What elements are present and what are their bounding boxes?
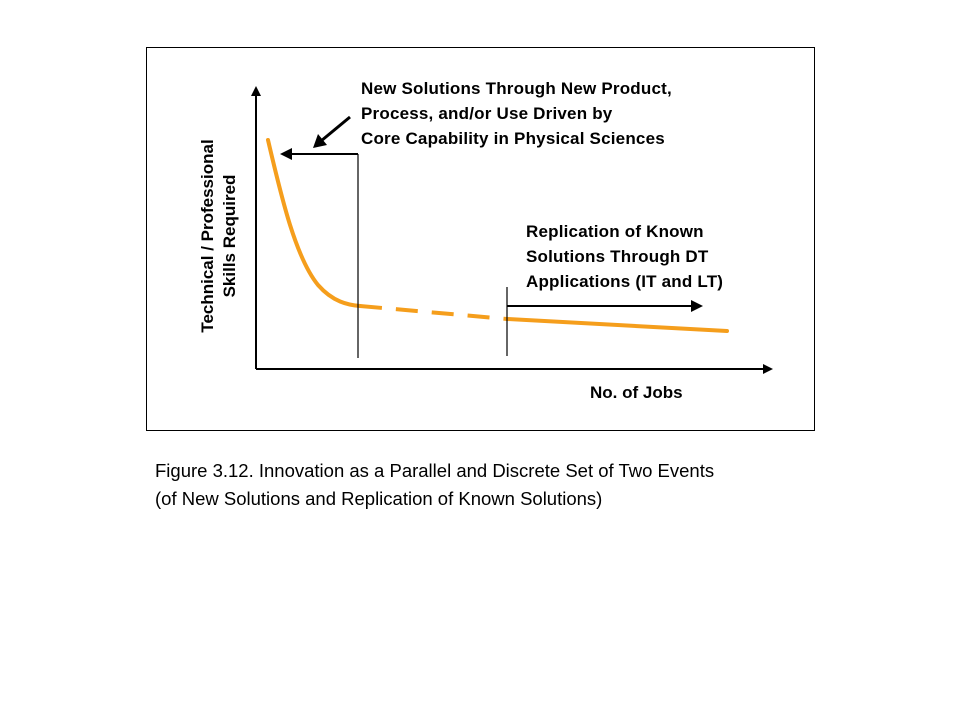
skills-curve-dashed-segment [360, 306, 507, 319]
skills-curve-flat-segment [507, 319, 727, 331]
figure-caption-line-1: Figure 3.12. Innovation as a Parallel and Discrete Set of Two Events [155, 460, 715, 481]
y-axis-label-line-2: Skills Required [220, 174, 239, 298]
annotation-new-solutions-line-3: Core Capability in Physical Sciences [361, 129, 665, 148]
figure-caption [155, 457, 714, 513]
annotation-replication-line-1: Replication of Known [526, 222, 704, 241]
x-axis-label: No. of Jobs [590, 383, 683, 402]
annotation-replication [526, 219, 723, 294]
y-axis-label-line-1: Technical / Professional [198, 139, 217, 333]
annotation-replication-line-3: Applications (IT and LT) [526, 272, 724, 291]
arrow-replication-right-head [691, 300, 703, 312]
annotation-new-solutions-line-1: New Solutions Through New Product, [361, 79, 672, 98]
x-axis-arrowhead [763, 364, 773, 374]
skills-curve-steep-segment [268, 140, 360, 306]
annotation-new-solutions-line-2: Process, and/or Use Driven by [361, 104, 613, 123]
y-axis-arrowhead [251, 86, 261, 96]
annotation-new-solutions [361, 76, 672, 151]
arrow-new-solutions-left-head [280, 148, 292, 160]
annotation-replication-line-2: Solutions Through DT [526, 247, 709, 266]
figure-caption-line-2: (of New Solutions and Replication of Known Solutions) [155, 488, 603, 509]
arrow-annotation-pointer [321, 117, 350, 141]
